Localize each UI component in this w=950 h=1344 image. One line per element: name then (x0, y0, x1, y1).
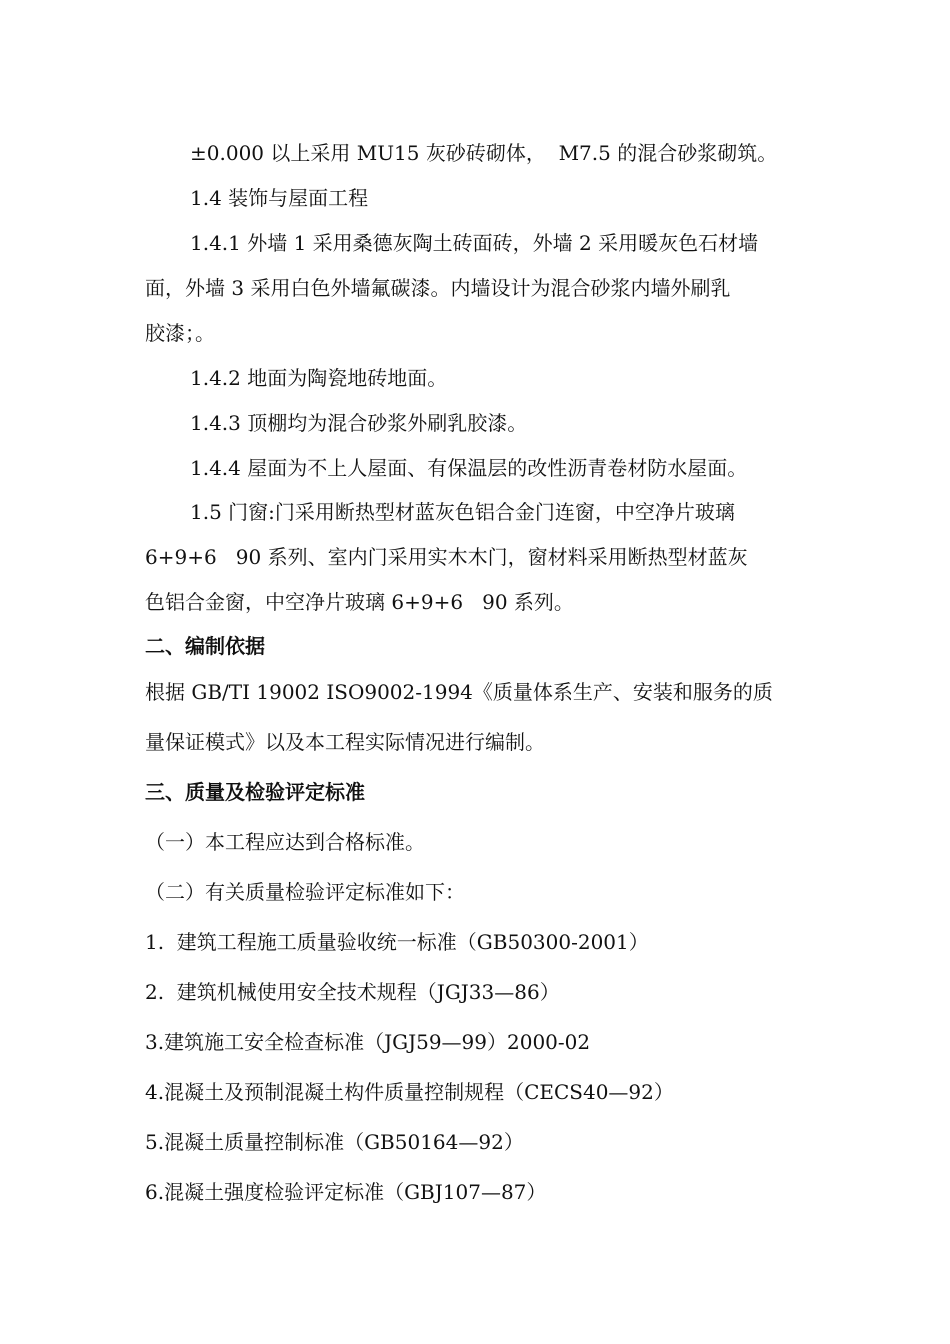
item-1-4-4: 1.4.4 屋面为不上人屋面、有保温层的改性沥青卷材防水屋面。 (190, 456, 748, 480)
section-3-heading: 三、质量及检验评定标准 (145, 780, 365, 804)
item-1-4-2: 1.4.2 地面为陶瓷地砖地面。 (190, 366, 448, 390)
para-1-4-1-line-3: 胶漆；。 (145, 321, 215, 345)
item-1-4-3: 1.4.3 顶棚均为混合砂浆外刷乳胶漆。 (190, 411, 528, 435)
standard-item: 6.混凝土强度检验评定标准（GBJ107—87） (145, 1180, 547, 1204)
para-1-4-1-line-1: 1.4.1 外墙 1 采用桑德灰陶土砖面砖，外墙 2 采用暖灰色石材墙 (190, 231, 759, 255)
para-1-5-line-1: 1.5 门窗:门采用断热型材蓝灰色铝合金门连窗，中空净片玻璃 (190, 500, 735, 524)
masonry-line: ±0.000 以上采用 MU15 灰砂砖砌体， M7.5 的混合砂浆砌筑。 (190, 141, 778, 165)
section-3-sub-1: （一）本工程应达到合格标准。 (145, 830, 425, 854)
para-1-5-line-2: 6+9+6 90 系列、室内门采用实木木门，窗材料采用断热型材蓝灰 (145, 545, 748, 569)
section-2-heading: 二、编制依据 (145, 634, 265, 658)
section-2-para-line-2: 量保证模式》以及本工程实际情况进行编制。 (145, 730, 545, 754)
section-2-para-line-1: 根据 GB/TI 19002 ISO9002-1994《质量体系生产、安装和服务的质 (145, 680, 773, 704)
section-3-sub-2: （二）有关质量检验评定标准如下： (145, 880, 465, 904)
standard-item: 2. 建筑机械使用安全技术规程（JGJ33—86） (145, 980, 560, 1004)
standard-item: 3.建筑施工安全检查标准（JGJ59—99）2000-02 (145, 1030, 591, 1054)
para-1-4-1-line-2: 面，外墙 3 采用白色外墙氟碳漆。内墙设计为混合砂浆内墙外刷乳 (145, 276, 731, 300)
standard-item: 5.混凝土质量控制标准（GB50164—92） (145, 1130, 524, 1154)
standard-item: 1. 建筑工程施工质量验收统一标准（GB50300-2001） (145, 930, 649, 954)
para-1-5-line-3: 色铝合金窗，中空净片玻璃 6+9+6 90 系列。 (145, 590, 574, 614)
standard-item: 4.混凝土及预制混凝土构件质量控制规程（CECS40—92） (145, 1080, 674, 1104)
heading-1-4: 1.4 装饰与屋面工程 (190, 186, 369, 210)
